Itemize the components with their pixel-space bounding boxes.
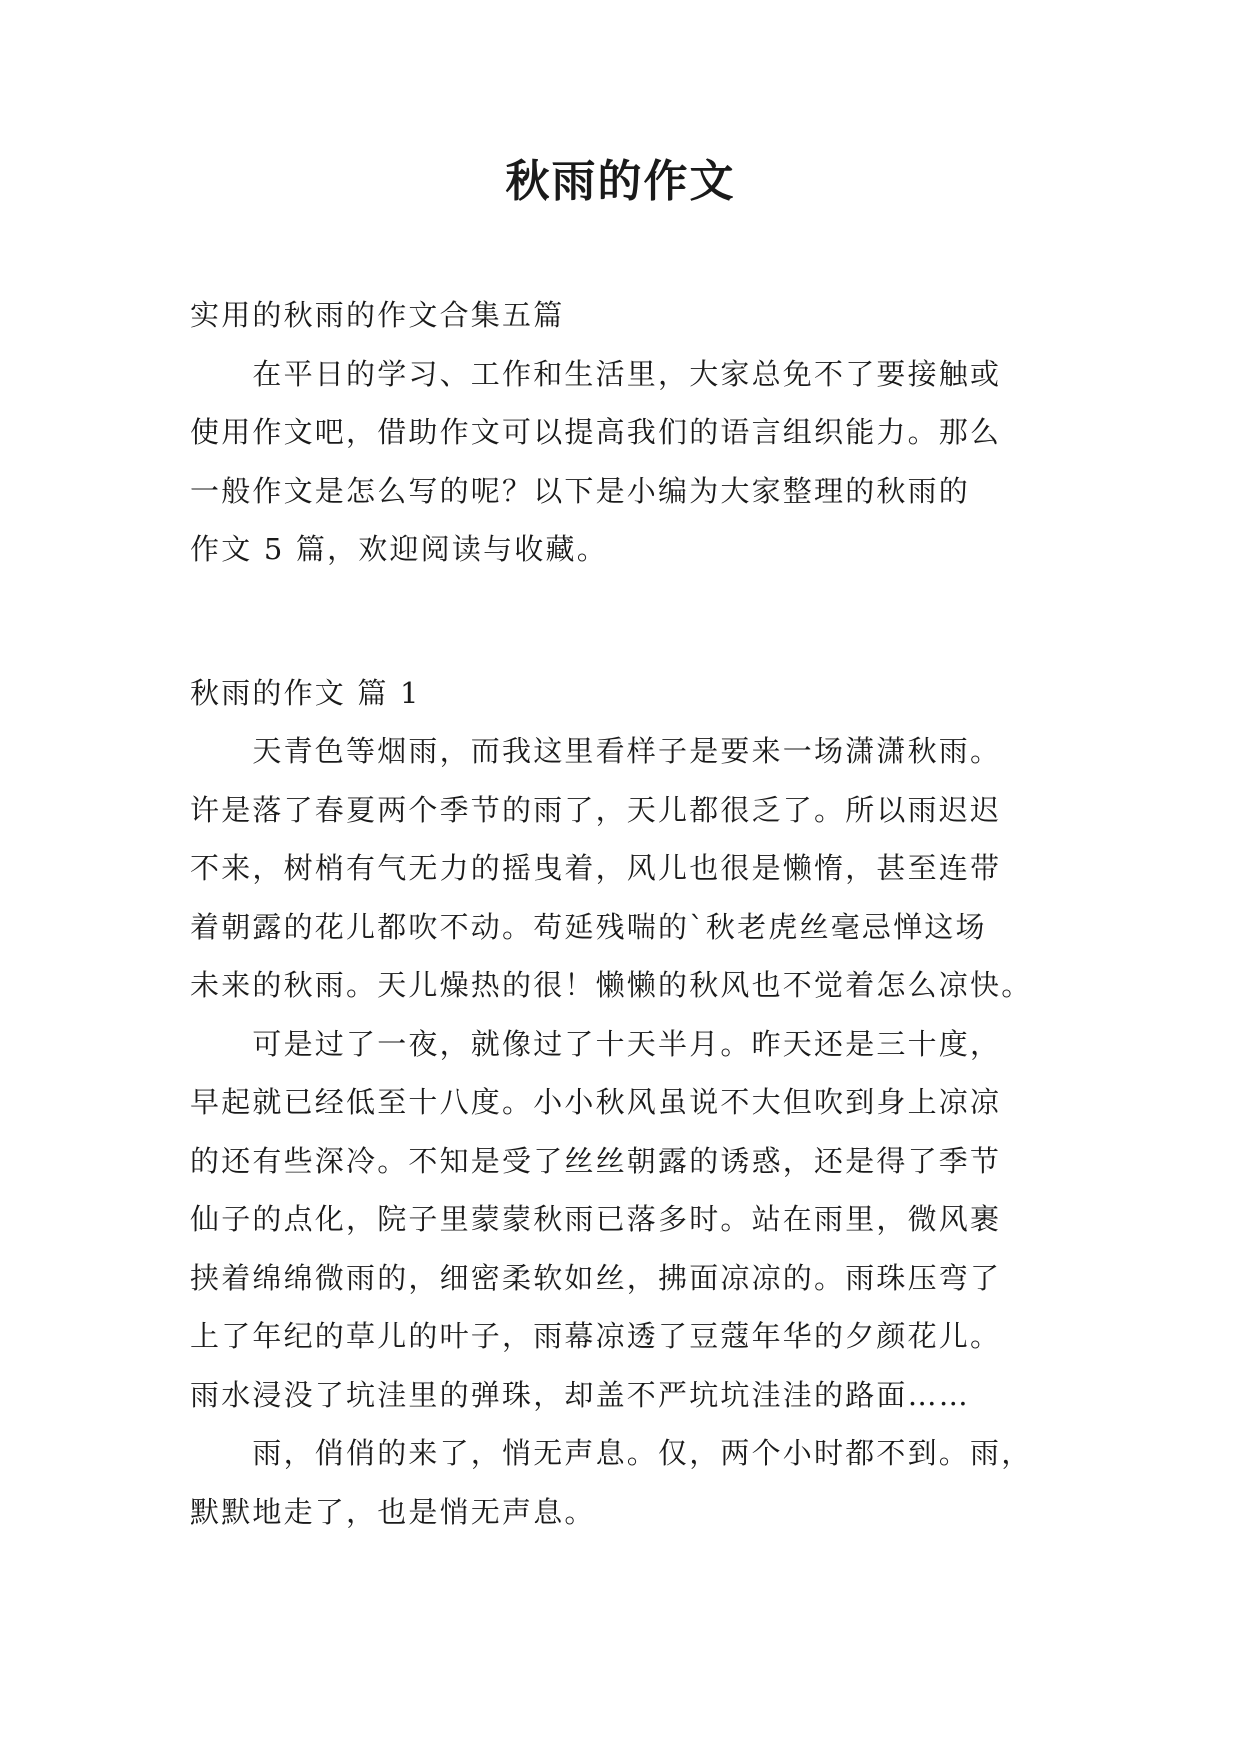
text-line: 不来，树梢有气无力的摇曳着，风儿也很是懒惰，甚至连带 — [190, 851, 1002, 885]
text-line: 在平日的学习、工作和生活里，大家总免不了要接触或 — [190, 356, 1002, 391]
text-line: 早起就已经低至十八度。小小秋风虽说不大但吹到身上凉凉 — [190, 1085, 1002, 1119]
document-title: 秋雨的作文 — [505, 156, 736, 207]
section-heading: 秋雨的作文 篇 1 — [190, 675, 421, 710]
text-line: 默默地走了，也是悄无声息。 — [190, 1494, 596, 1529]
document-body — [190, 286, 1055, 1541]
text-line: 许是落了春夏两个季节的雨了，天儿都很乏了。所以雨迟迟 — [190, 792, 1002, 827]
text-line: 一般作文是怎么写的呢？以下是小编为大家整理的秋雨的 — [190, 473, 971, 508]
text-line: 作文 5 篇，欢迎阅读与收藏。 — [190, 532, 608, 566]
text-line: 雨水浸没了坑洼里的弹珠，却盖不严坑坑洼洼的路面…… — [190, 1377, 971, 1412]
text-line: 天青色等烟雨，而我这里看样子是要来一场潇潇秋雨。 — [190, 734, 1002, 768]
text-line: 雨，俏俏的来了，悄无声息。仅，两个小时都不到。雨， — [190, 1436, 1033, 1470]
text-line: 上了年纪的草儿的叶子，雨幕凉透了豆蔻年华的夕颜花儿。 — [190, 1319, 1002, 1353]
section-spacer — [190, 579, 1055, 664]
text-line: 未来的秋雨。天儿燥热的很！懒懒的秋风也不觉着怎么凉快。 — [190, 968, 1033, 1002]
text-line: 着朝露的花儿都吹不动。苟延残喘的`秋老虎丝毫忌惮这场 — [190, 909, 987, 944]
document-subtitle: 实用的秋雨的作文合集五篇 — [190, 298, 565, 332]
text-line: 的还有些深冷。不知是受了丝丝朝露的诱惑，还是得了季节 — [190, 1143, 1002, 1178]
text-line: 可是过了一夜，就像过了十天半月。昨天还是三十度， — [190, 1026, 1002, 1061]
text-line: 仙子的点化，院子里蒙蒙秋雨已落多时。站在雨里，微风裹 — [190, 1202, 1002, 1236]
intro-paragraph — [190, 345, 1055, 579]
essay-body — [190, 722, 1055, 1541]
text-line: 挟着绵绵微雨的，细密柔软如丝，拂面凉凉的。雨珠压弯了 — [190, 1260, 1002, 1295]
text-line: 使用作文吧，借助作文可以提高我们的语言组织能力。那么 — [190, 415, 1002, 449]
